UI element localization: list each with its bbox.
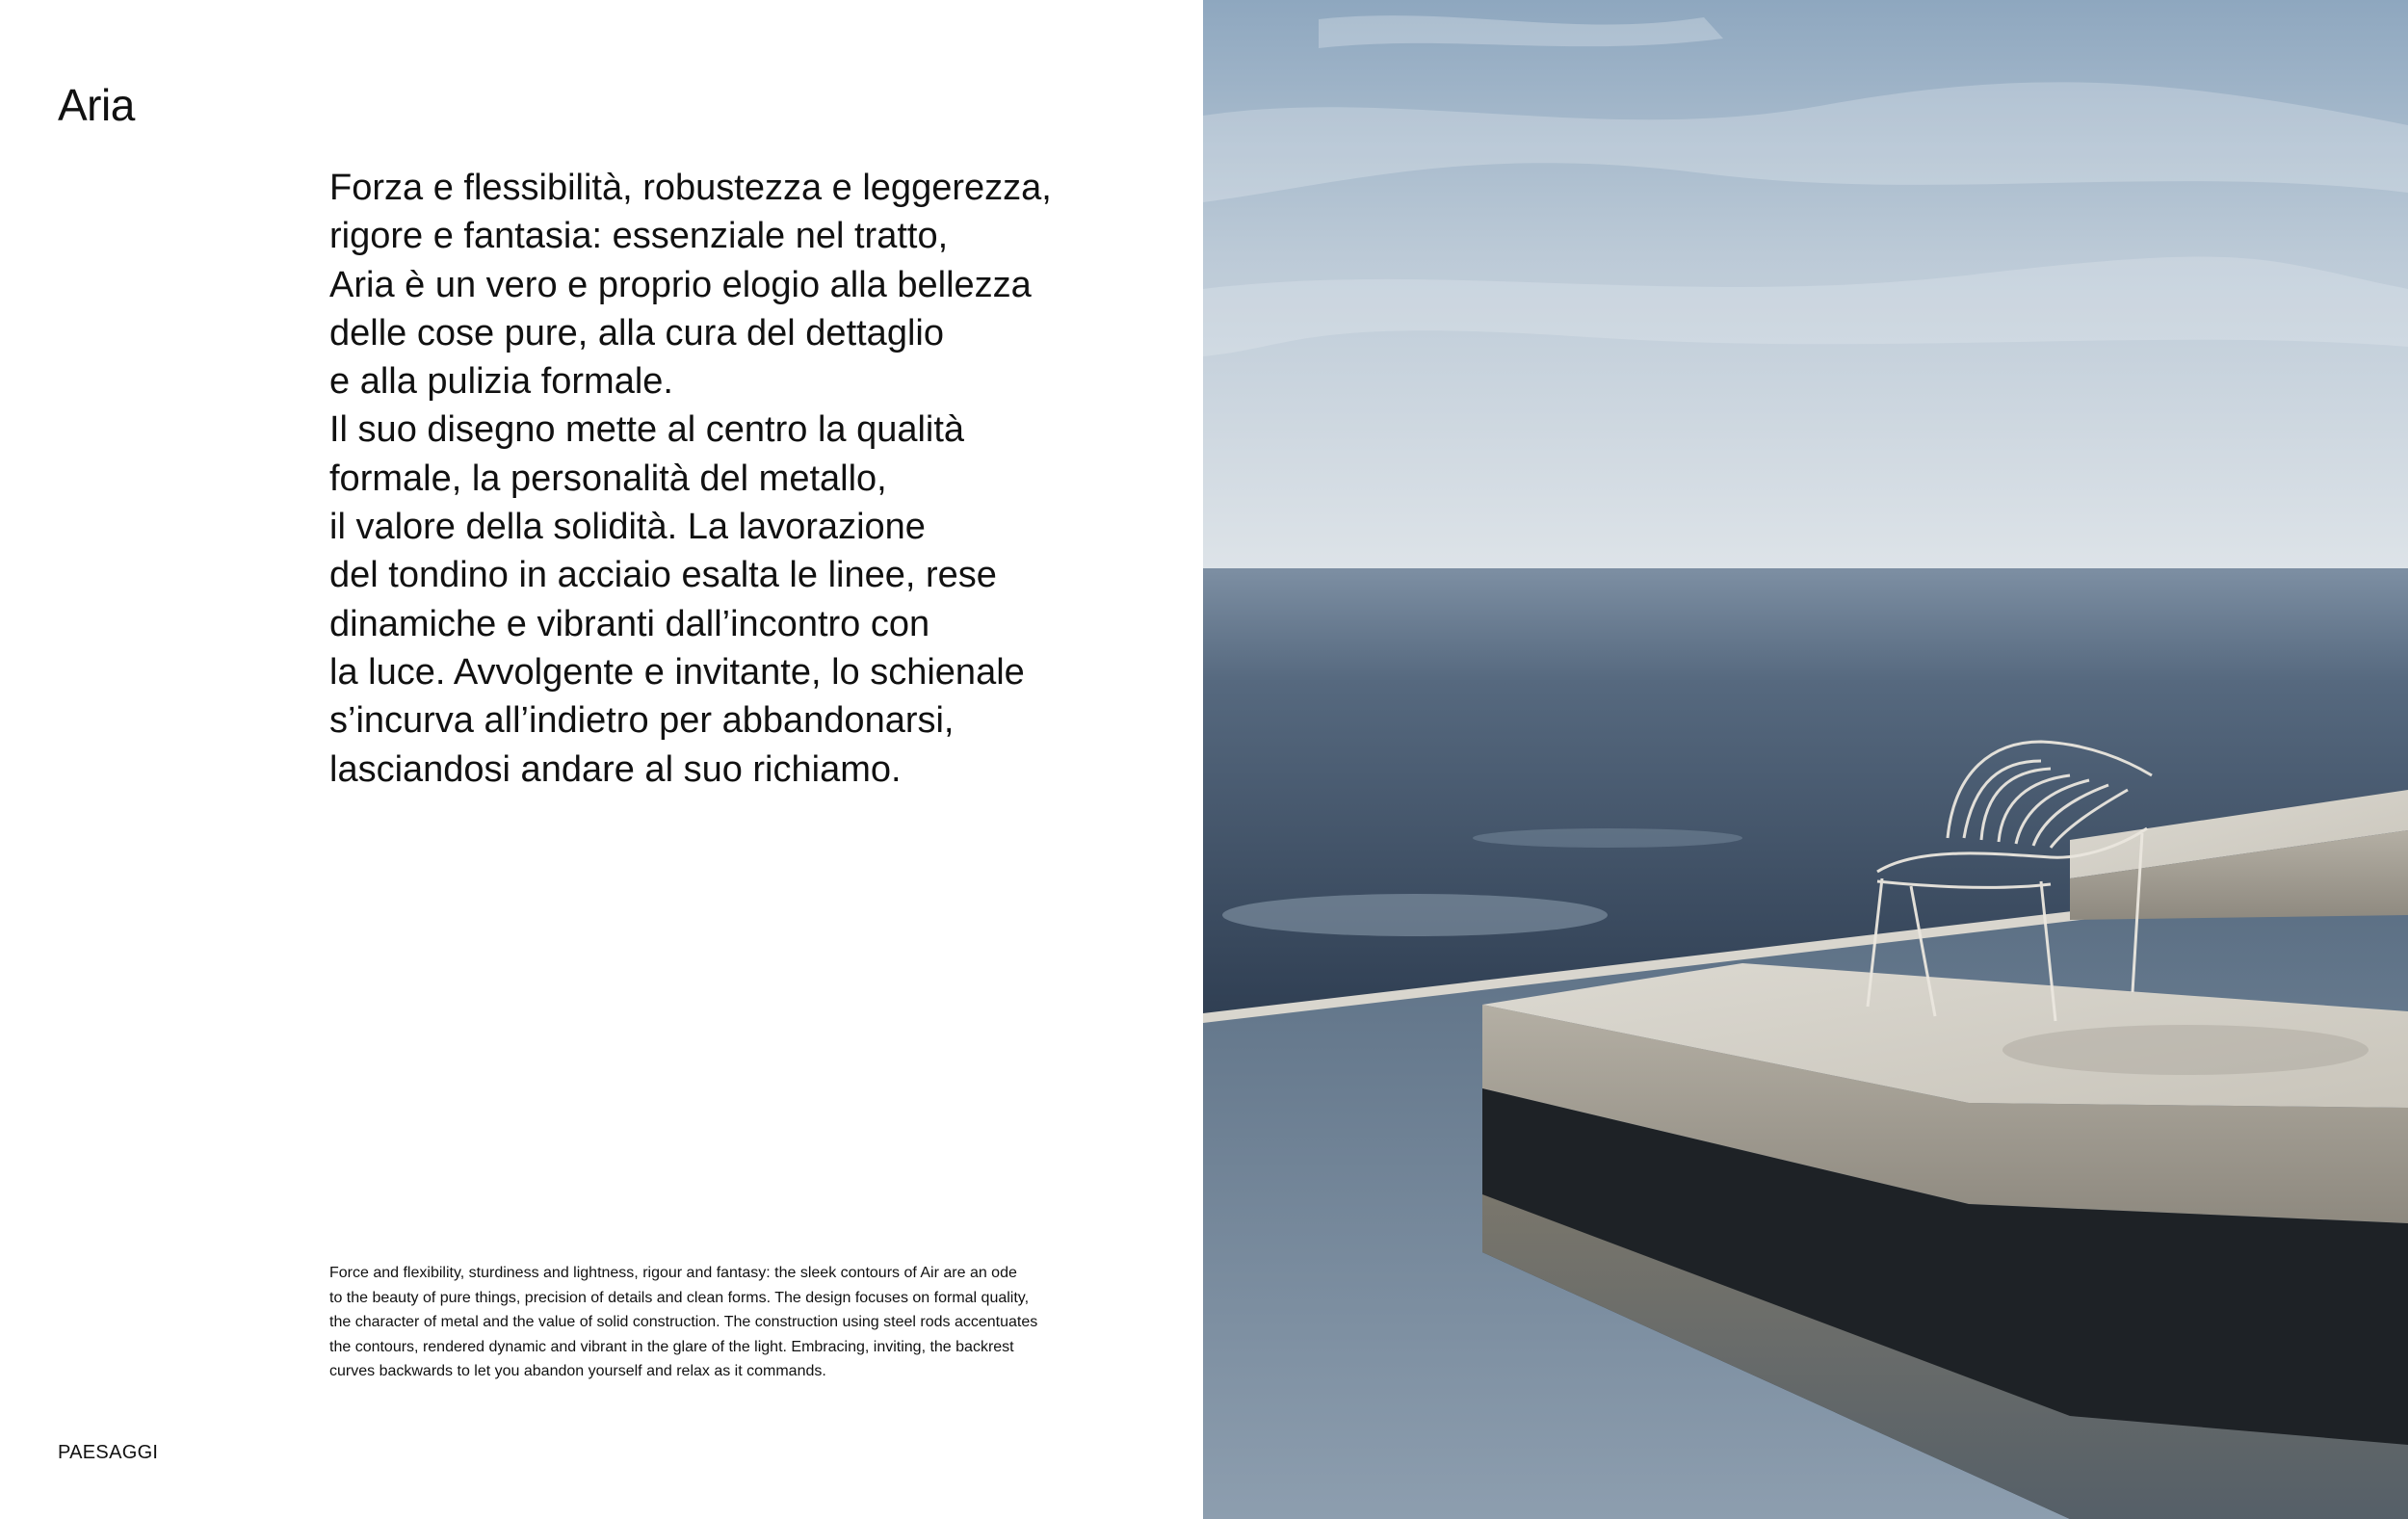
- italian-line: delle cose pure, alla cura del dettaglio: [329, 312, 944, 354]
- photo-panel: [1203, 0, 2408, 1519]
- italian-line: e alla pulizia formale.: [329, 361, 673, 403]
- page-title: Aria: [58, 80, 135, 130]
- italian-line: Aria è un vero e proprio elogio alla bellezza: [329, 264, 1032, 305]
- italian-line: lasciandosi andare al suo richiamo.: [329, 748, 902, 790]
- italian-line: rigore e fantasia: essenziale nel tratto,: [329, 216, 949, 257]
- italian-line: formale, la personalità del metallo,: [329, 458, 887, 499]
- italian-line: dinamiche e vibranti dall’incontro con: [329, 603, 930, 644]
- sea-terrace-chair-photo: [1203, 0, 2408, 1519]
- italian-line: Il suo disegno mette al centro la qualità: [329, 409, 965, 451]
- italian-line: il valore della solidità. La lavorazione: [329, 507, 926, 548]
- english-line: Force and flexibility, sturdiness and lightness, rigour and fantasy: the sleek contours of Air are an ode: [329, 1265, 1017, 1281]
- english-line: the character of metal and the value of solid construction. The construction using steel rods accentuates: [329, 1314, 1038, 1330]
- italian-line: del tondino in acciaio esalta le linee, rese: [329, 555, 997, 596]
- italian-line: Forza e flessibilità, robustezza e leggerezza,: [329, 168, 1052, 208]
- left-page: [0, 0, 1203, 1519]
- english-description: [329, 1261, 1196, 1384]
- italian-line: la luce. Avvolgente e invitante, lo schienale: [329, 651, 1025, 693]
- english-line: the contours, rendered dynamic and vibrant in the glare of the light. Embracing, inviting, the backrest: [329, 1338, 1014, 1355]
- italian-description: [329, 164, 1158, 794]
- section-label: PAESAGGI: [58, 1442, 159, 1463]
- english-line: curves backwards to let you abandon yourself and relax as it commands.: [329, 1363, 826, 1379]
- italian-line: s’incurva all’indietro per abbandonarsi,: [329, 700, 955, 742]
- english-line: to the beauty of pure things, precision of details and clean forms. The design focuses on formal quality,: [329, 1289, 1030, 1306]
